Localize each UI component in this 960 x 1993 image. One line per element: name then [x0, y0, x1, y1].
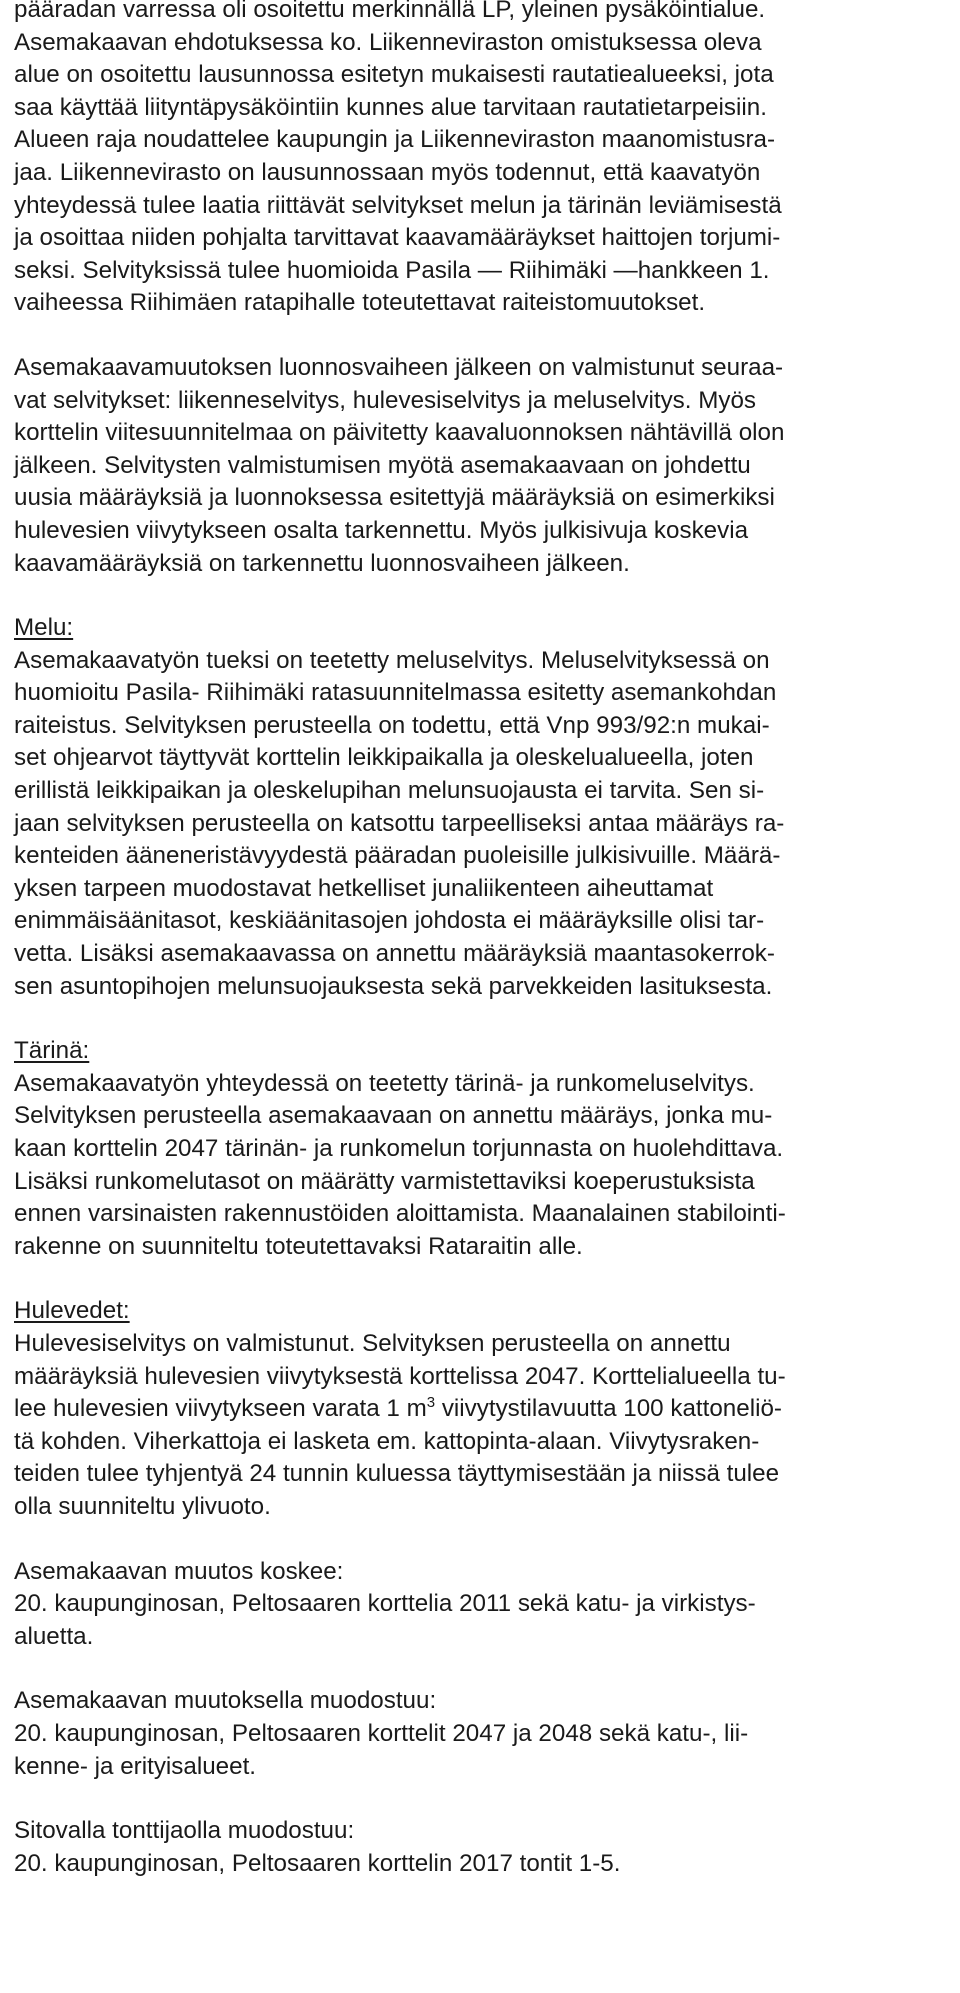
text-line: 20. kaupunginosan, Peltosaaren korttelia 2011 sekä katu- ja virkistys- [14, 1590, 756, 1618]
text-line: Asemakaavan ehdotuksessa ko. Liikenneviraston omistuksessa oleva [14, 28, 762, 56]
text-line: aluetta. [14, 1622, 94, 1650]
text-line: raiteistus. Selvityksen perusteella on todettu, että Vnp 993/92:n mukai- [14, 711, 770, 739]
text-line: kaavamääräyksiä on tarkennettu luonnosvaiheen jälkeen. [14, 549, 630, 577]
text-line: yksen tarpeen muodostavat hetkelliset junaliikenteen aiheuttamat [14, 874, 714, 902]
paragraph-muutos-koskee [14, 1556, 946, 1654]
text-line: yhteydessä tulee laatia riittävät selvitykset melun ja tärinän leviämisestä [14, 191, 782, 219]
paragraph-tonttijako [14, 1815, 946, 1880]
text-line: pääradan varressa oli osoitettu merkinnällä LP, yleinen pysäköintialue. [14, 0, 766, 23]
text-line: tä kohden. Viherkattoja ei lasketa em. kattopinta-alaan. Viivytysraken- [14, 1427, 760, 1455]
text-line: teiden tulee tyhjentyä 24 tunnin kuluessa täyttymisestään ja niissä tulee [14, 1460, 780, 1488]
superscript-exponent: 3 [426, 1394, 436, 1412]
text-line: Alueen raja noudattelee kaupungin ja Liikenneviraston maanomistusra- [14, 126, 776, 154]
text-line: määräyksiä hulevesien viivytyksestä korttelissa 2047. Korttelialueella tu- [14, 1362, 786, 1390]
text-line: 20. kaupunginosan, Peltosaaren korttelit 2047 ja 2048 sekä katu-, lii- [14, 1719, 749, 1747]
text-line: erillistä leikkipaikan ja oleskelupihan melunsuojausta ei tarvita. Sen si- [14, 777, 765, 805]
text-line: vaiheessa Riihimäen ratapihalle toteutettavat raiteistomuutokset. [14, 289, 706, 317]
section-hulevedet [14, 1295, 946, 1523]
text-line: vat selvitykset: liikenneselvitys, hulevesiselvitys ja meluselvitys. Myös [14, 386, 756, 414]
text-fragment: lee hulevesien viivytykseen varata 1 m [14, 1395, 427, 1423]
text-line: Asemakaavatyön tueksi on teetetty meluselvitys. Meluselvityksessä on [14, 646, 770, 674]
text-line: sen asuntopihojen melunsuojauksesta sekä parvekkeiden lasituksesta. [14, 972, 773, 1000]
text-line: set ohjearvot täyttyvät korttelin leikkipaikalla ja oleskelualueella, joten [14, 744, 754, 772]
paragraph-muodostuu [14, 1685, 946, 1783]
paragraph-selvitykset [14, 352, 946, 580]
text-line: Asemakaavatyön yhteydessä on teetetty tärinä- ja runkomeluselvitys. [14, 1069, 755, 1097]
section-heading-hulevedet: Hulevedet: [14, 1297, 130, 1325]
text-line: Asemakaavan muutos koskee: [14, 1557, 344, 1585]
section-heading-tarina: Tärinä: [14, 1037, 90, 1065]
text-line: jaan selvityksen perusteella on katsottu tarpeelliseksi antaa määräys ra- [14, 809, 785, 837]
text-line-with-superscript [14, 1393, 946, 1426]
paragraph-liikennevirasto [14, 0, 946, 320]
text-line: Lisäksi runkomelutasot on määrätty varmistettaviksi koeperustuksista [14, 1167, 755, 1195]
text-line: Sitovalla tonttijaolla muodostuu: [14, 1817, 355, 1845]
section-tarina [14, 1035, 946, 1263]
text-line: ennen varsinaisten rakennustöiden aloittamista. Maanalainen stabilointi- [14, 1200, 786, 1228]
text-line: jaa. Liikennevirasto on lausunnossaan myös todennut, että kaavatyön [14, 158, 761, 186]
text-line: Selvityksen perusteella asemakaavaan on annettu määräys, jonka mu- [14, 1102, 773, 1130]
text-line: seksi. Selvityksissä tulee huomioida Pasila — Riihimäki —hankkeen 1. [14, 256, 770, 284]
text-line: korttelin viitesuunnitelmaa on päivitetty kaavaluonnoksen nähtävillä olon [14, 419, 785, 447]
text-line: Asemakaavan muutoksella muodostuu: [14, 1687, 437, 1715]
text-line: enimmäisäänitasot, keskiäänitasojen johdosta ei määräyksille olisi tar- [14, 907, 765, 935]
text-line: Asemakaavamuutoksen luonnosvaiheen jälkeen on valmistunut seuraa- [14, 353, 784, 381]
text-line: Hulevesiselvitys on valmistunut. Selvityksen perusteella on annettu [14, 1329, 731, 1357]
text-line: kenne- ja erityisalueet. [14, 1752, 257, 1780]
text-line: 20. kaupunginosan, Peltosaaren korttelin 2017 tontit 1-5. [14, 1849, 621, 1877]
text-line: kenteiden ääneneristävyydestä pääradan puoleisille julkisivuille. Määrä- [14, 842, 781, 870]
text-line: rakenne on suunniteltu toteutettavaksi Rataraitin alle. [14, 1232, 583, 1260]
text-line: uusia määräyksiä ja luonnoksessa esitettyjä määräyksiä on esimerkiksi [14, 484, 775, 512]
text-line: jälkeen. Selvitysten valmistumisen myötä asemakaavaan on johdettu [14, 451, 751, 479]
text-line: alue on osoitettu lausunnossa esitetyn mukaisesti rautatiealueeksi, jota [14, 61, 774, 89]
text-fragment: viivytystilavuutta 100 kattoneliö- [435, 1395, 782, 1423]
text-line: vetta. Lisäksi asemakaavassa on annettu määräyksiä maantasokerrok- [14, 940, 775, 968]
text-line: kaan korttelin 2047 tärinän- ja runkomelun torjunnasta on huolehdittava. [14, 1135, 784, 1162]
text-line: olla suunniteltu ylivuoto. [14, 1492, 271, 1520]
section-heading-melu: Melu: [14, 614, 74, 642]
text-line: hulevesien viivytykseen osalta tarkennettu. Myös julkisivuja koskevia [14, 516, 749, 544]
text-line: huomioitu Pasila- Riihimäki ratasuunnitelmassa esitetty asemankohdan [14, 679, 777, 707]
text-line: saa käyttää liityntäpysäköintiin kunnes alue tarvitaan rautatietarpeisiin. [14, 93, 767, 121]
section-melu [14, 612, 946, 1003]
text-line: ja osoittaa niiden pohjalta tarvittavat kaavamääräykset haittojen torjumi- [14, 224, 781, 252]
